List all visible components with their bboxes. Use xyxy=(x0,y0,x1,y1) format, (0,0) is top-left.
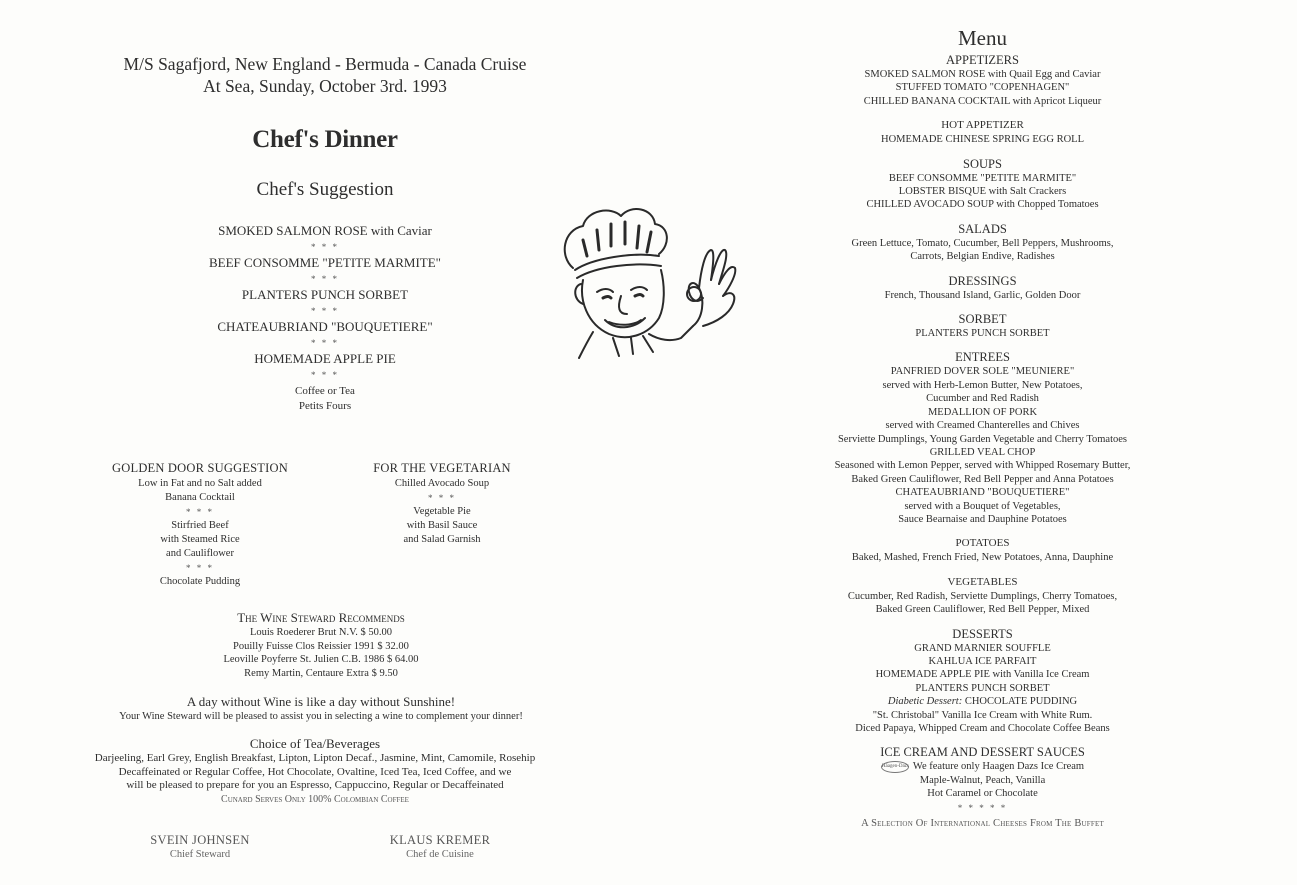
separator: * * * xyxy=(186,507,214,517)
separator: * * * xyxy=(311,306,339,316)
menu-footer: A Selection Of International Cheeses From The Buffet xyxy=(861,817,1104,829)
tea-line: will be pleased to prepare for you an Espresso, Cappuccino, Regular or Decaffeinated xyxy=(126,779,504,791)
menu-section-vegetables xyxy=(650,574,1297,617)
menu-item: served with Herb-Lemon Butter, New Potatoes, xyxy=(882,379,1083,391)
separator: * * * xyxy=(186,563,214,573)
suggestion-extra: Petits Fours xyxy=(298,400,352,412)
golden-door-item: Chocolate Pudding xyxy=(159,576,241,587)
menu-item: CHATEAUBRIAND "BOUQUETIERE" xyxy=(895,487,1070,499)
menu-section-potatoes xyxy=(650,535,1297,564)
tea-line: Decaffeinated or Regular Coffee, Hot Chocolate, Ovaltine, Iced Tea, Iced Coffee, and we xyxy=(118,765,512,778)
haagen-dazs-logo-icon: Häagen-Dazs xyxy=(881,761,909,773)
separator: * * * xyxy=(311,274,339,284)
wine-heading: The Wine Steward Recommends xyxy=(237,610,405,625)
tea-heading: Choice of Tea/Beverages xyxy=(249,736,381,751)
menu-item: French, Thousand Island, Garlic, Golden Door xyxy=(884,289,1081,301)
menu-section-sorbet xyxy=(650,311,1297,340)
menu-item: served with a Bouquet of Vegetables, xyxy=(904,500,1061,512)
menu xyxy=(650,24,1297,831)
menu-item: LOBSTER BISQUE with Salt Crackers xyxy=(898,186,1067,198)
menu-item-text: We feature only Haagen Dazs Ice Cream xyxy=(912,761,1085,773)
menu-item: CHILLED AVOCADO SOUP with Chopped Tomatoes xyxy=(866,199,1099,211)
menu-item: PLANTERS PUNCH SORBET xyxy=(915,328,1050,340)
menu-item: STUFFED TOMATO "COPENHAGEN" xyxy=(895,82,1070,94)
cruise-header xyxy=(0,53,650,97)
menu-item: Maple-Walnut, Peach, Vanilla xyxy=(919,774,1046,786)
menu-item: MEDALLION OF PORK xyxy=(927,406,1038,418)
vegetarian-block xyxy=(352,460,532,547)
menu-item: Serviette Dumplings, Young Garden Vegetable and Cherry Tomatoes xyxy=(837,433,1128,445)
menu-item: Hot Caramel or Chocolate xyxy=(927,788,1038,800)
section-heading: SOUPS xyxy=(963,156,1002,171)
menu-item: Cucumber and Red Radish xyxy=(926,393,1039,405)
menu-section-salads xyxy=(650,221,1297,264)
menu-item: PANFRIED DOVER SOLE "MEUNIERE" xyxy=(890,366,1075,378)
menu-item: Green Lettuce, Tomato, Cucumber, Bell Peppers, Mushrooms, xyxy=(851,237,1114,249)
menu-item: GRILLED VEAL CHOP xyxy=(929,446,1036,458)
menu-section-dressings xyxy=(650,273,1297,302)
suggestion-extra: Coffee or Tea xyxy=(295,385,355,397)
menu-section-soups xyxy=(650,156,1297,212)
separator: * * * xyxy=(311,370,339,380)
section-heading: ICE CREAM AND DESSERT SAUCES xyxy=(880,745,1085,760)
signature-role: Chief Steward xyxy=(169,849,231,860)
wine-block xyxy=(0,609,642,680)
menu-item: Baked Green Cauliflower, Red Bell Pepper and Anna Potatoes xyxy=(851,473,1114,485)
menu-item: Seasoned with Lemon Pepper, served with Whipped Rosemary Butter, xyxy=(834,460,1131,472)
menu-item xyxy=(650,760,1297,773)
separator: * * * xyxy=(311,338,339,348)
wine-item: Remy Martin, Centaure Extra $ 9.50 xyxy=(244,667,398,679)
menu-item: SMOKED SALMON ROSE with Quail Egg and Caviar xyxy=(864,69,1101,80)
chefs-suggestion-heading: Chef's Suggestion xyxy=(256,179,394,200)
menu-item: GRAND MARNIER SOUFFLE xyxy=(914,642,1051,654)
wine-item: Leoville Poyferre St. Julien C.B. 1986 $ 64.00 xyxy=(223,654,419,665)
signature-role: Chef de Cuisine xyxy=(406,849,474,860)
vegetarian-item: with Basil Sauce xyxy=(406,520,478,531)
section-heading: DESSERTS xyxy=(952,626,1013,641)
coffee-note: Cunard Serves Only 100% Colombian Coffee xyxy=(221,793,409,805)
vegetarian-item: Vegetable Pie xyxy=(413,506,471,517)
menu-item: BEEF CONSOMME "PETITE MARMITE" xyxy=(888,172,1077,184)
section-heading: VEGETABLES xyxy=(947,575,1018,588)
menu-item: CHILLED BANANA COCKTAIL with Apricot Liqueur xyxy=(863,95,1102,107)
diabetic-dessert xyxy=(650,695,1297,708)
page-title: Chef's Dinner xyxy=(252,126,398,153)
vegetarian-item: Chilled Avocado Soup xyxy=(394,478,490,489)
diabetic-item: CHOCOLATE PUDDING xyxy=(964,696,1078,708)
menu-section-appetizers xyxy=(650,52,1297,108)
suggestion-dish: BEEF CONSOMME "PETITE MARMITE" xyxy=(209,255,441,270)
menu-item: Sauce Bearnaise and Dauphine Potatoes xyxy=(898,513,1067,525)
golden-door-item: Stirfried Beef xyxy=(171,520,229,531)
menu-section-entrees xyxy=(650,349,1297,526)
suggestion-dish: SMOKED SALMON ROSE with Caviar xyxy=(218,223,432,238)
golden-door-item: Low in Fat and no Salt added xyxy=(138,478,262,489)
sunshine-block xyxy=(0,694,642,724)
sunshine-heading: A day without Wine is like a day without Sunshine! xyxy=(186,694,456,709)
menu-title: Menu xyxy=(958,26,1007,50)
menu-item: served with Creamed Chanterelles and Chives xyxy=(885,420,1080,432)
cruise-date: At Sea, Sunday, October 3rd. 1993 xyxy=(203,76,447,96)
separator: * * * * * xyxy=(957,802,1008,813)
suggestion-dish: PLANTERS PUNCH SORBET xyxy=(241,287,409,302)
menu-item: KAHLUA ICE PARFAIT xyxy=(928,655,1037,667)
signature-chef xyxy=(340,832,540,862)
menu-item: HOMEMADE CHINESE SPRING EGG ROLL xyxy=(880,134,1084,146)
tea-block xyxy=(0,735,630,807)
section-heading: SALADS xyxy=(958,221,1007,236)
suggestion-dish: HOMEMADE APPLE PIE xyxy=(254,351,396,366)
section-heading: APPETIZERS xyxy=(946,53,1019,67)
section-heading: DRESSINGS xyxy=(948,273,1017,288)
menu-item: HOMEMADE APPLE PIE with Vanilla Ice Cream xyxy=(875,669,1090,681)
sunshine-text: Your Wine Steward will be pleased to assist you in selecting a wine to complement your dinner! xyxy=(119,711,523,722)
signature-name: SVEIN JOHNSEN xyxy=(150,833,250,847)
section-heading: ENTREES xyxy=(955,350,1010,365)
menu-item: Carrots, Belgian Endive, Radishes xyxy=(910,251,1055,263)
menu-item: PLANTERS PUNCH SORBET xyxy=(915,682,1050,694)
signature-name: KLAUS KREMER xyxy=(389,833,491,847)
wine-item: Pouilly Fuisse Clos Reissier 1991 $ 32.00 xyxy=(233,640,409,652)
section-heading: POTATOES xyxy=(955,537,1010,550)
menu-item: Baked, Mashed, French Fried, New Potatoes, Anna, Dauphine xyxy=(851,552,1114,564)
menu-item: "St. Christobal" Vanilla Ice Cream with White Rum. xyxy=(872,709,1093,721)
golden-door-item: with Steamed Rice xyxy=(160,534,240,545)
menu-section-hot-appetizer xyxy=(650,117,1297,146)
signature-steward xyxy=(100,832,300,862)
right-page xyxy=(650,0,1297,885)
suggestion-dish: CHATEAUBRIAND "BOUQUETIERE" xyxy=(217,319,433,334)
tea-line: Darjeeling, Earl Grey, English Breakfast, Lipton, Lipton Decaf., Jasmine, Mint, Camomile, Rosehip xyxy=(94,752,536,764)
separator: * * * xyxy=(428,493,456,503)
section-heading: SORBET xyxy=(958,312,1007,327)
wine-item: Louis Roederer Brut N.V. $ 50.00 xyxy=(249,627,393,638)
menu-item: Cucumber, Red Radish, Serviette Dumplings, Cherry Tomatoes, xyxy=(847,590,1118,602)
golden-door-heading: GOLDEN DOOR SUGGESTION xyxy=(112,461,288,475)
separator: * * * xyxy=(311,242,339,252)
golden-door-item: Banana Cocktail xyxy=(165,492,235,503)
menu-item: Baked Green Cauliflower, Red Bell Pepper, Mixed xyxy=(875,604,1090,616)
diabetic-label: Diabetic Dessert: xyxy=(887,696,963,708)
vegetarian-heading: FOR THE VEGETARIAN xyxy=(373,461,511,475)
section-heading: HOT APPETIZER xyxy=(941,119,1024,132)
menu-section-desserts xyxy=(650,626,1297,736)
menu-section-ice-cream xyxy=(650,744,1297,830)
cruise-line: M/S Sagafjord, New England - Bermuda - Canada Cruise xyxy=(123,54,527,74)
golden-door-item: and Cauliflower xyxy=(166,548,234,559)
menu-item: Diced Papaya, Whipped Cream and Chocolate Coffee Beans xyxy=(855,723,1110,734)
golden-door-block xyxy=(100,460,300,589)
vegetarian-item: and Salad Garnish xyxy=(403,534,481,545)
